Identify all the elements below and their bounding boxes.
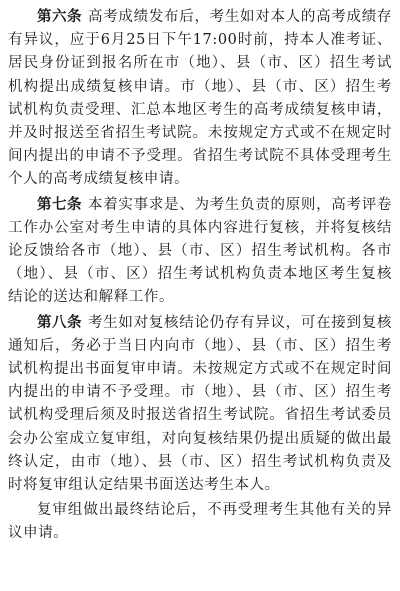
article-8-label: 第八条 (37, 314, 83, 331)
article-6-label: 第六条 (37, 9, 83, 25)
article-8 (8, 312, 392, 498)
article-6 (8, 6, 392, 192)
article-6-text: 高考成绩发布后，考生如对本人的高考成绩存有异议，应于6月25日下午17:00时前，持本人准考证、居民身份证到报名所在市（地）、县（市、区）招生考试机构提出成绩复核申请。市（地）、县（市、区）招生考试机构负责受理、汇总本地区考生的高考成绩复核申请，并及时报送至省招生考试院。未按规定方式或不在规定时间内提出的申请不予受理。省招生考试院不具体受理考生个人的高考成绩复核申请。 (8, 9, 392, 188)
article-7-label: 第七条 (37, 196, 83, 213)
closing-paragraph-text: 复审组做出最终结论后，不再受理考生其他有关的异议申请。 (8, 502, 392, 542)
article-7-text: 本着实事求是、为考生负责的原则，高考评卷工作办公室对考生申请的具体内容进行复核，并将复核结论反馈给各市（地）、县（市、区）招生考试机构。各市（地）、县（市、区）招生考试机构负责本地区考生复核结论的送达和解释工作。 (8, 196, 392, 306)
closing-paragraph (8, 499, 392, 545)
article-8-text: 考生如对复核结论仍存有异议，可在接到复核通知后，务必于当日内向市（地）、县（市、区）招生考试机构提出书面复审申请。未按规定方式或不在规定时间内提出的申请不予受理。市（地）、县（市、区）招生考试机构受理后须及时报送省招生考试院。省招生考试委员会办公室成立复审组，对向复核结果仍提出质疑的做出最终认定，由市（地）、县（市、区）招生考试机构负责及时将复审组认定结果书面送达考生本人。 (8, 314, 392, 494)
article-7 (8, 194, 392, 310)
